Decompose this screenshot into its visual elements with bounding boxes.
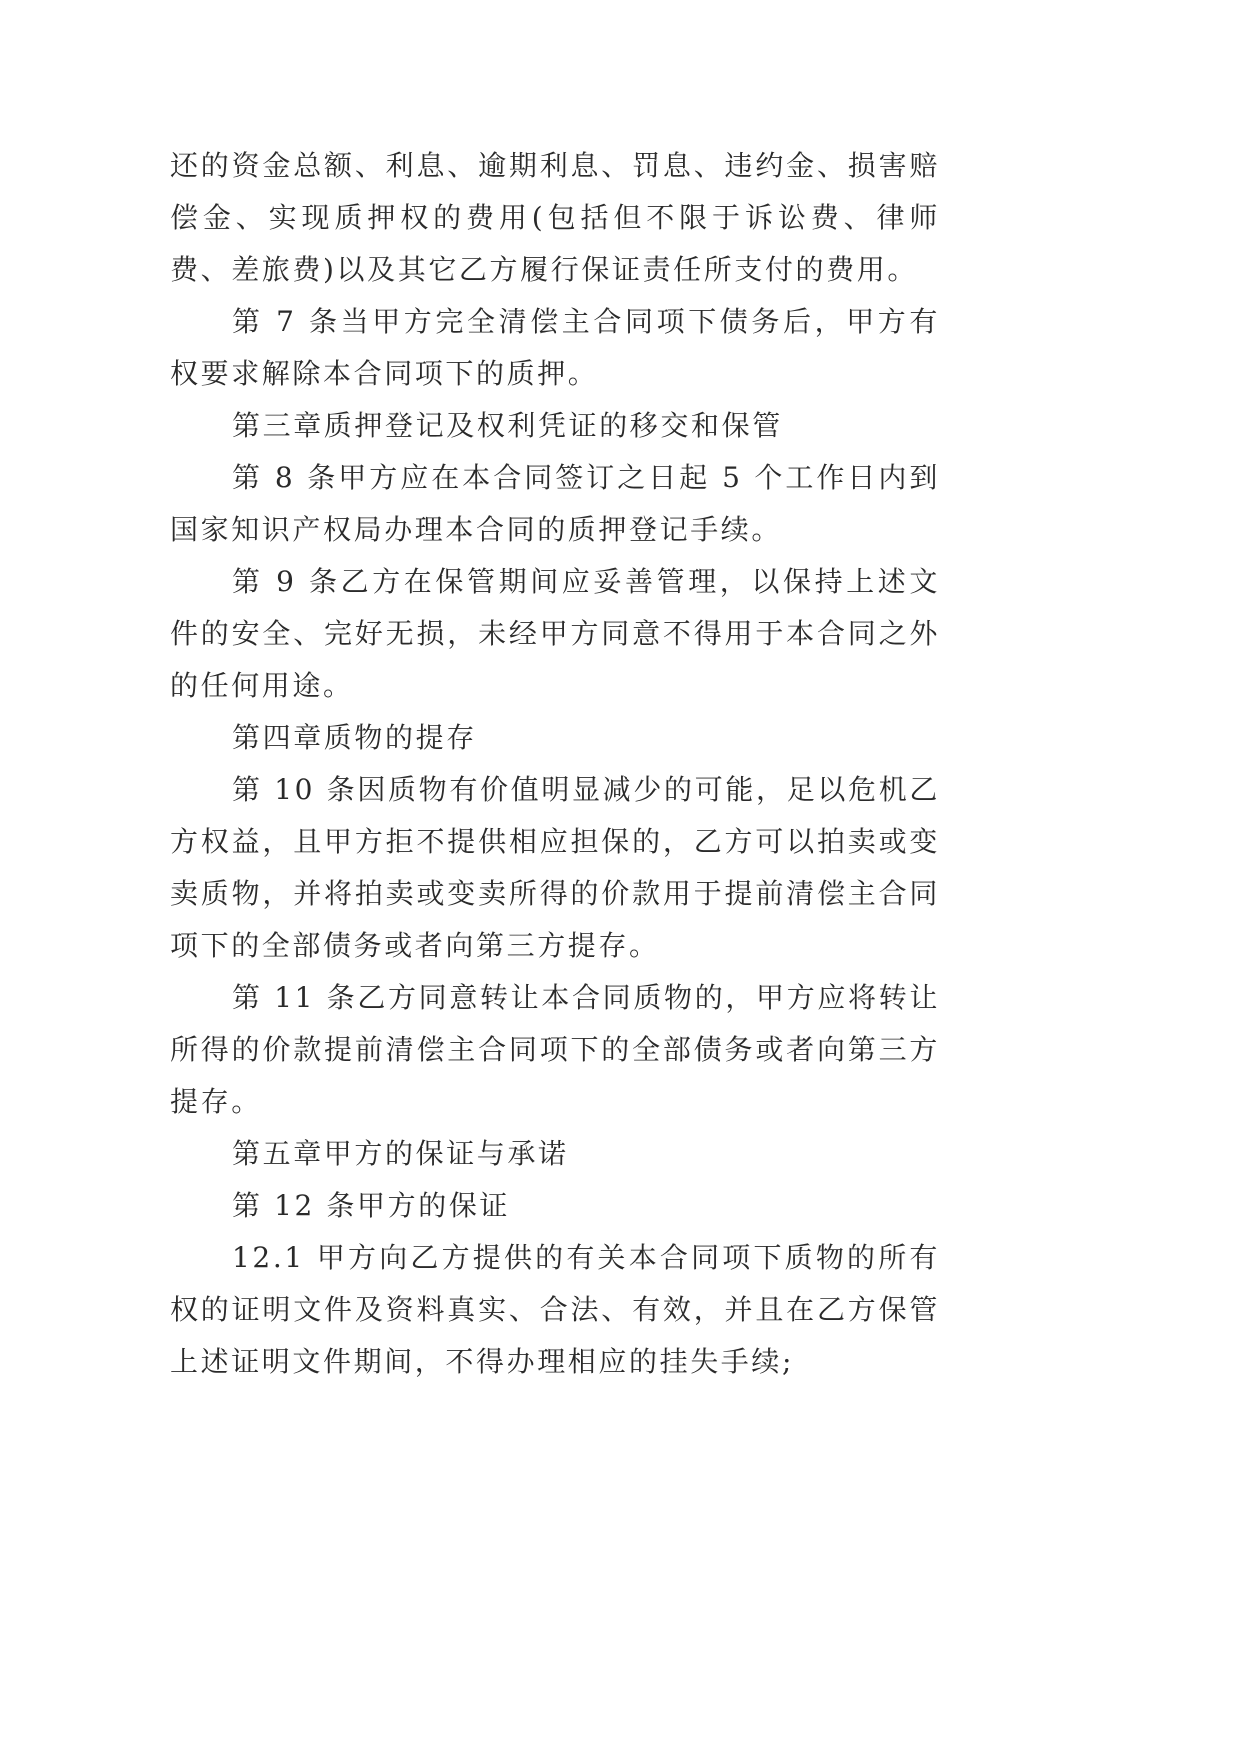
paragraph-article-12: 第 12 条甲方的保证 bbox=[232, 1189, 511, 1222]
document-body bbox=[170, 140, 940, 1388]
paragraph-article-7: 第 7 条当甲方完全清偿主合同项下债务后，甲方有权要求解除本合同项下的质押。 bbox=[170, 305, 940, 390]
chapter-heading-3: 第三章质押登记及权利凭证的移交和保管 bbox=[232, 409, 783, 442]
chapter-heading-5: 第五章甲方的保证与承诺 bbox=[232, 1137, 569, 1170]
paragraph-article-10: 第 10 条因质物有价值明显减少的可能，足以危机乙方权益，且甲方拒不提供相应担保的，乙方可以拍卖或变卖质物，并将拍卖或变卖所得的价款用于提前清偿主合同项下的全部债务或者向第三方提存。 bbox=[170, 773, 940, 962]
paragraph-article-9: 第 9 条乙方在保管期间应妥善管理，以保持上述文件的安全、完好无损，未经甲方同意不得用于本合同之外的任何用途。 bbox=[170, 565, 940, 702]
paragraph-continuation: 还的资金总额、利息、逾期利息、罚息、违约金、损害赔偿金、实现质押权的费用(包括但不限于诉讼费、律师费、差旅费)以及其它乙方履行保证责任所支付的费用。 bbox=[170, 149, 940, 286]
chapter-heading-4: 第四章质物的提存 bbox=[232, 721, 477, 754]
paragraph-article-8: 第 8 条甲方应在本合同签订之日起 5 个工作日内到国家知识产权局办理本合同的质押登记手续。 bbox=[170, 461, 940, 546]
paragraph-clause-12-1: 12.1 甲方向乙方提供的有关本合同项下质物的所有权的证明文件及资料真实、合法、有效，并且在乙方保管上述证明文件期间，不得办理相应的挂失手续; bbox=[170, 1241, 940, 1378]
paragraph-article-11: 第 11 条乙方同意转让本合同质物的，甲方应将转让所得的价款提前清偿主合同项下的全部债务或者向第三方提存。 bbox=[170, 981, 940, 1118]
